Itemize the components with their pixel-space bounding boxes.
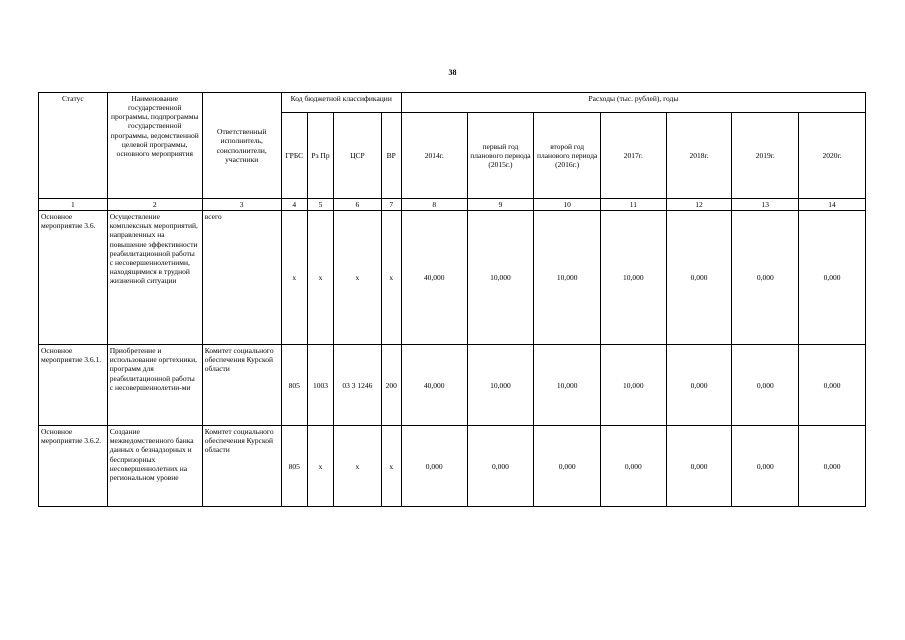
header-csr: ЦСР [334, 113, 382, 199]
column-number: 8 [401, 199, 467, 211]
row-value-2020: 0,000 [799, 426, 866, 507]
row-name: Приобретение и использование оргтехники, программ для реабилитационной работы с несовершеннолетни-ми [107, 345, 202, 426]
row-executor: всего [202, 211, 281, 345]
column-number-row [39, 199, 866, 211]
budget-table [38, 92, 866, 507]
page-number: 38 [448, 68, 457, 77]
row-name: Осуществление комплексных мероприятий, направленных на повышение эффективности реабилитационной работы с несовершеннолетними, находящимися в трудной жизненной ситуации [107, 211, 202, 345]
table-row [39, 345, 866, 426]
header-2020: 2020г. [799, 113, 866, 199]
row-grbs: x [281, 211, 307, 345]
row-value-2018: 0,000 [666, 345, 732, 426]
header-2018: 2018г. [666, 113, 732, 199]
row-csr: 03 3 1246 [334, 345, 382, 426]
row-value-2014: 40,000 [401, 345, 467, 426]
row-value-2016: 0,000 [534, 426, 601, 507]
column-number: 12 [666, 199, 732, 211]
header-2016: второй год планового периода (2016г.) [534, 113, 601, 199]
header-rzpr: Рз Пр [307, 113, 333, 199]
row-vr: x [381, 426, 401, 507]
row-rzpr: x [307, 211, 333, 345]
header-budget-code: Код бюджетной классификации [281, 93, 401, 113]
header-2019: 2019г. [732, 113, 799, 199]
header-executor: Ответственный исполнитель, соисполнители, участники [202, 93, 281, 199]
header-status: Статус [39, 93, 108, 199]
row-csr: x [334, 426, 382, 507]
row-vr: 200 [381, 345, 401, 426]
row-value-2020: 0,000 [799, 345, 866, 426]
table-row [39, 426, 866, 507]
row-value-2015: 10,000 [467, 345, 534, 426]
header-2014: 2014г. [401, 113, 467, 199]
row-value-2017: 0,000 [601, 426, 667, 507]
column-number: 13 [732, 199, 799, 211]
column-number: 3 [202, 199, 281, 211]
row-value-2020: 0,000 [799, 211, 866, 345]
row-rzpr: x [307, 426, 333, 507]
column-number: 11 [601, 199, 667, 211]
column-number: 1 [39, 199, 108, 211]
row-csr: x [334, 211, 382, 345]
header-2017: 2017г. [601, 113, 667, 199]
row-value-2014: 40,000 [401, 211, 467, 345]
row-vr: x [381, 211, 401, 345]
row-value-2016: 10,000 [534, 345, 601, 426]
column-number: 5 [307, 199, 333, 211]
row-rzpr: 1003 [307, 345, 333, 426]
column-number: 6 [334, 199, 382, 211]
header-expenses: Расходы (тыс. рублей), годы [401, 93, 865, 113]
row-value-2014: 0,000 [401, 426, 467, 507]
row-value-2015: 0,000 [467, 426, 534, 507]
row-value-2015: 10,000 [467, 211, 534, 345]
column-number: 7 [381, 199, 401, 211]
row-value-2019: 0,000 [732, 426, 799, 507]
header-vr: ВР [381, 113, 401, 199]
row-value-2018: 0,000 [666, 211, 732, 345]
row-grbs: 805 [281, 345, 307, 426]
row-grbs: 805 [281, 426, 307, 507]
row-value-2017: 10,000 [601, 211, 667, 345]
header-name: Наименование государственной программы, подпрограммы государственной программы, ведомственной целевой программы, основного мероприятия [107, 93, 202, 199]
row-executor: Комитет социального обеспечения Курской области [202, 345, 281, 426]
row-value-2017: 10,000 [601, 345, 667, 426]
row-value-2019: 0,000 [732, 211, 799, 345]
column-number: 9 [467, 199, 534, 211]
column-number: 14 [799, 199, 866, 211]
header-2015: первый год планового периода (2015г.) [467, 113, 534, 199]
row-status: Основное мероприятие 3.6.1. [39, 345, 108, 426]
row-status: Основное мероприятие 3.6.2. [39, 426, 108, 507]
table-row [39, 211, 866, 345]
column-number: 10 [534, 199, 601, 211]
column-number: 4 [281, 199, 307, 211]
row-value-2019: 0,000 [732, 345, 799, 426]
header-row-1 [39, 93, 866, 113]
column-number: 2 [107, 199, 202, 211]
row-executor: Комитет социального обеспечения Курской области [202, 426, 281, 507]
row-name: Создание межведомственного банка данных о безнадзорных и беспризорных несовершеннолетних на региональном уровне [107, 426, 202, 507]
row-value-2018: 0,000 [666, 426, 732, 507]
header-grbs: ГРБС [281, 113, 307, 199]
row-value-2016: 10,000 [534, 211, 601, 345]
row-status: Основное мероприятие 3.6. [39, 211, 108, 345]
